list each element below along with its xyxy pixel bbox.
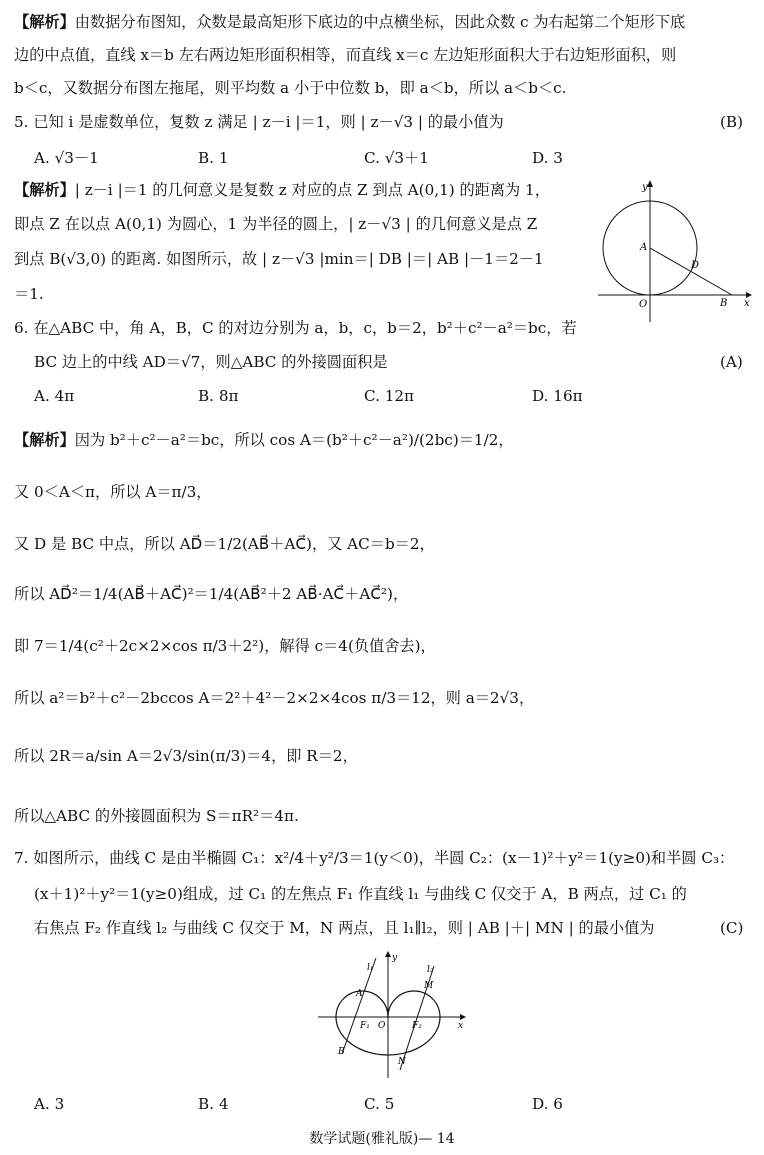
q7-answer: (C) xyxy=(720,919,744,937)
analysis-tag: 【解析】 xyxy=(14,13,75,31)
q6-answer: (A) xyxy=(720,353,743,371)
x-axis-arrow xyxy=(460,1014,466,1020)
q5-circle-figure xyxy=(594,178,754,328)
point-b-label: B xyxy=(338,1047,345,1057)
q6-solution-line-8: 所以△ABC 的外接圆面积为 S＝πR²＝4π. xyxy=(14,807,299,825)
q5-solution-line-3: 到点 B(√3,0) 的距离. 如图所示，故 | z－√3 |min＝| DB |＝| AB |－1＝2－1 xyxy=(14,250,544,268)
focus-f2-label: F₂ xyxy=(412,1021,422,1031)
y-label: y xyxy=(642,182,648,193)
q6-option-b: B. 8π xyxy=(198,387,239,405)
point-m-label: M xyxy=(424,981,434,991)
line-l1-label: l₁ xyxy=(367,963,374,973)
q6-option-a: A. 4π xyxy=(34,387,75,405)
intro-line-1: 【解析】由数据分布图知，众数是最高矩形下底边的中点横坐标，因此众数 c 为右起第二个矩形下底 xyxy=(14,13,686,31)
q5-option-a: A. √3－1 xyxy=(34,149,99,167)
q6-solution-line-5: 即 7＝1/4(c²＋2c×2×cos π/3＋2²)，解得 c＝4(负值舍去)， xyxy=(14,637,436,655)
line-l2-label: l₂ xyxy=(427,965,434,975)
q6-solution-line-1: 【解析】因为 b²＋c²－a²＝bc，所以 cos A＝(b²＋c²－a²)/(2bc)＝1/2， xyxy=(14,431,514,449)
q7-stem-1: 7. 如图所示，曲线 C 是由半椭圆 C₁：x²/4＋y²/3＝1(y＜0)，半圆 C₂：(x－1)²＋y²＝1(y≥0)和半圆 C₃： xyxy=(14,849,735,867)
q7-option-b: B. 4 xyxy=(198,1095,229,1113)
point-a-label: A xyxy=(356,989,363,999)
q7-stem-2: (x＋1)²＋y²＝1(y≥0)组成，过 C₁ 的左焦点 F₁ 作直线 l₁ 与曲线 C 仅交于 A，B 两点，过 C₁ 的 xyxy=(34,885,687,903)
q6-solution-line-3: 又 D 是 BC 中点，所以 AD⃗＝1/2(AB⃗＋AC⃗)，又 AC＝b＝2， xyxy=(14,535,435,553)
q6-stem-1: 6. 在△ABC 中，角 A，B，C 的对边分别为 a，b，c，b＝2，b²＋c²－a²＝bc，若 xyxy=(14,319,577,337)
x-label: x xyxy=(744,298,750,309)
q6-stem-2: BC 边上的中线 AD＝√7，则△ABC 的外接圆面积是 xyxy=(34,353,388,371)
y-label: y xyxy=(392,953,398,963)
point-a-label: A xyxy=(640,242,648,253)
y-axis-arrow xyxy=(647,180,653,187)
q7-option-c: C. 5 xyxy=(364,1095,395,1113)
q5-option-c: C. √3＋1 xyxy=(364,149,429,167)
q7-curve-figure xyxy=(314,950,474,1080)
intro-line-3: b＜c，又数据分布图左拖尾，则平均数 a 小于中位数 b，即 a＜b，所以 a＜b＜c. xyxy=(14,79,567,97)
segment-ab xyxy=(650,248,732,295)
point-b-label: B xyxy=(720,298,728,309)
focus-f1-label: F₁ xyxy=(360,1021,370,1031)
q7-stem-3: 右焦点 F₂ 作直线 l₂ 与曲线 C 仅交于 M，N 两点，且 l₁∥l₂，则 | AB |＋| MN | 的最小值为 xyxy=(34,919,655,937)
intro-line-2: 边的中点值，直线 x＝b 左右两边矩形面积相等，而直线 x＝c 左边矩形面积大于右边矩形面积，则 xyxy=(14,46,677,64)
q6-solution-line-4: 所以 AD⃗²＝1/4(AB⃗＋AC⃗)²＝1/4(AB⃗²＋2 AB⃗·AC⃗＋AC⃗²)， xyxy=(14,585,409,603)
q7-option-d: D. 6 xyxy=(532,1095,563,1113)
q5-solution-line-2: 即点 Z 在以点 A(0,1) 为圆心，1 为半径的圆上，| z－√3 | 的几何意义是点 Z xyxy=(14,215,538,233)
point-d-label: D xyxy=(691,260,700,271)
q6-solution-line-2: 又 0＜A＜π，所以 A＝π/3， xyxy=(14,483,212,501)
q5-option-d: D. 3 xyxy=(532,149,563,167)
x-label: x xyxy=(458,1021,464,1031)
q5-solution-line-1: 【解析】| z－i |＝1 的几何意义是复数 z 对应的点 Z 到点 A(0,1) 的距离为 1， xyxy=(14,181,550,199)
analysis-tag: 【解析】 xyxy=(14,431,75,449)
q5-answer: (B) xyxy=(720,113,744,131)
q6-solution-line-7: 所以 2R＝a/sin A＝2√3/sin(π/3)＝4，即 R＝2， xyxy=(14,747,358,765)
origin-label: O xyxy=(639,299,648,310)
q6-option-d: D. 16π xyxy=(532,387,583,405)
q7-option-a: A. 3 xyxy=(34,1095,65,1113)
page-footer: 数学试题(雅礼版)— 14 xyxy=(309,1131,455,1147)
analysis-tag: 【解析】 xyxy=(14,181,75,199)
q5-solution-line-4: ＝1. xyxy=(14,285,44,303)
q6-solution-line-6: 所以 a²＝b²＋c²－2bccos A＝2²＋4²－2×2×4cos π/3＝12，则 a＝2√3， xyxy=(14,689,535,707)
y-axis-arrow xyxy=(385,951,391,957)
origin-label: O xyxy=(378,1021,386,1031)
q5-stem: 5. 已知 i 是虚数单位，复数 z 满足 | z－i |＝1，则 | z－√3 | 的最小值为 xyxy=(14,113,504,131)
q6-option-c: C. 12π xyxy=(364,387,415,405)
point-n-label: N xyxy=(398,1057,406,1067)
q5-option-b: B. 1 xyxy=(198,149,229,167)
